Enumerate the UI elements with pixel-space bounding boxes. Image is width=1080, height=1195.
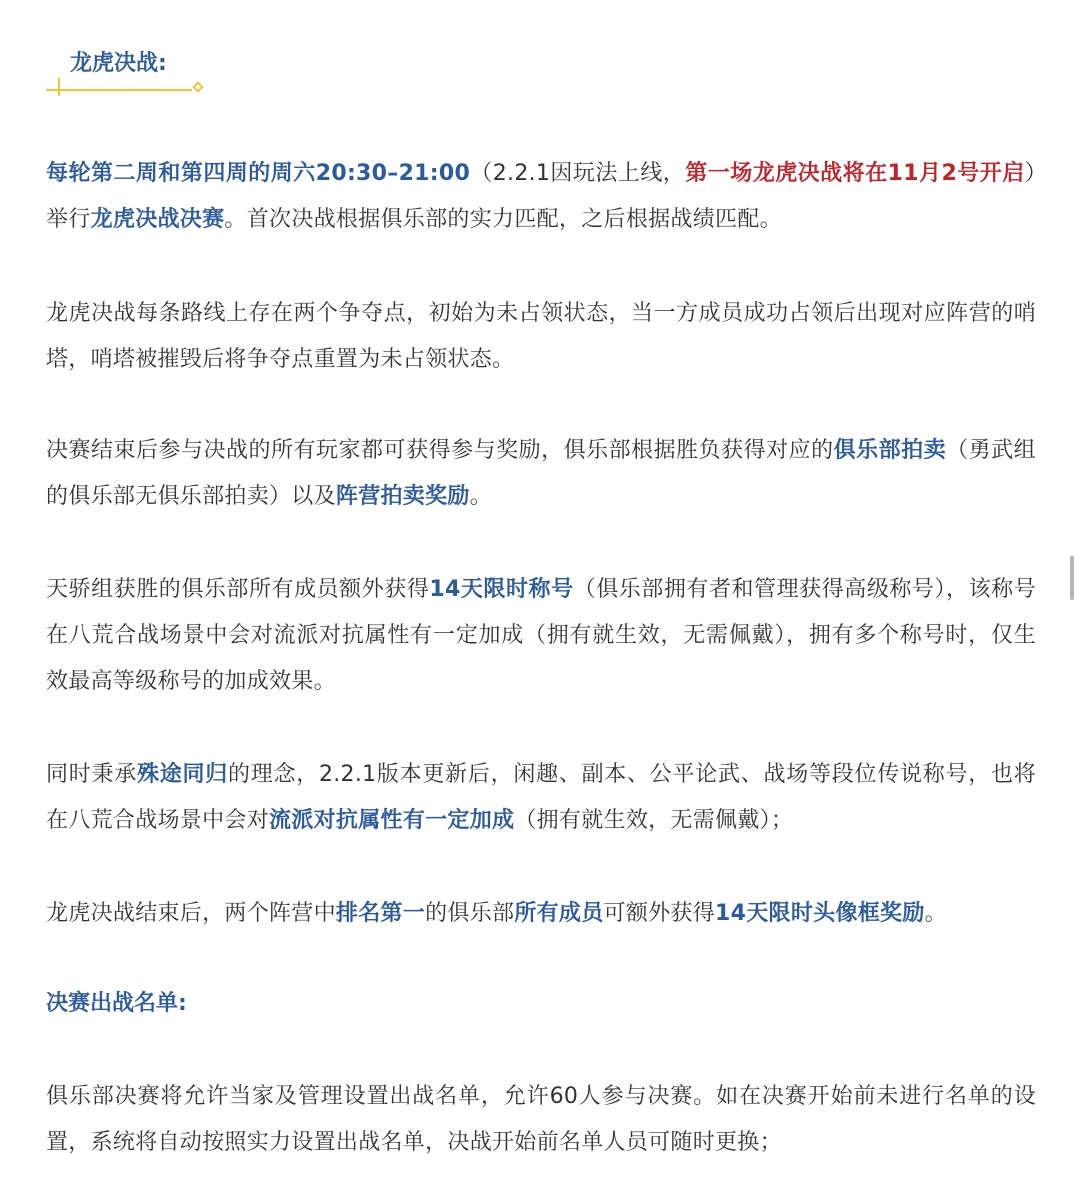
title-reward-label: 14天限时称号 — [429, 577, 574, 602]
schedule-text: ）举行 — [46, 161, 1036, 232]
finals-name: 龙虎决战决赛 — [90, 207, 225, 232]
subsection-heading: 决赛出战名单: — [46, 991, 187, 1016]
club-auction-label: 俱乐部拍卖 — [833, 438, 947, 463]
rank-first-label: 排名第一 — [335, 901, 426, 926]
legend-text-mid: 的理念，2.2.1版本更新后，闲趣、副本、公平论武、战场等段位传说称号，也将在八荒合战场景中会对 — [46, 762, 1036, 833]
paragraph-schedule — [46, 151, 1036, 243]
title-reward-detail: （俱乐部拥有者和管理获得高级称号），该称号在八荒合战场景中会对流派对抗属性有一定加成（拥有就生效，无需佩戴），拥有多个称号时，仅生效最高等级称号的加成效果。 — [46, 577, 1036, 694]
matching-text: 。首次决战根据俱乐部的实力匹配，之后根据战绩匹配。 — [224, 207, 782, 232]
diamond-icon — [192, 81, 203, 92]
paragraph-legend-titles — [46, 752, 1036, 844]
scrollbar-thumb[interactable] — [1070, 556, 1074, 600]
section-heading-block — [46, 48, 216, 100]
title-reward-text: 天骄组获胜的俱乐部所有成员额外获得 — [46, 577, 430, 602]
paragraph-rewards — [46, 428, 1036, 520]
paragraph-frame-reward — [46, 891, 1036, 937]
frame-reward-label: 14天限时头像框奖励 — [715, 901, 925, 926]
rewards-note: （勇武组的俱乐部无俱乐部拍卖）以及 — [46, 438, 1036, 509]
bonus-label: 流派对抗属性有一定加成 — [269, 808, 515, 833]
rewards-end: 。 — [469, 484, 493, 509]
legend-text-start: 同时秉承 — [46, 762, 137, 787]
camp-auction-label: 阵营拍卖奖励 — [335, 484, 470, 509]
legend-text-end: （拥有就生效，无需佩戴）； — [514, 808, 794, 833]
paragraph-capture-points: 龙虎决战每条路线上存在两个争夺点，初始为未占领状态，当一方成员成功占领后出现对应阵营的哨塔，哨塔被摧毁后将争夺点重置为未占领状态。 — [46, 301, 1036, 372]
frame-text-club: 的俱乐部 — [425, 901, 515, 926]
frame-text-end: 。 — [924, 901, 947, 926]
paragraph-roster: 俱乐部决赛将允许当家及管理设置出战名单，允许60人参与决赛。如在决赛开始前未进行名单的设置，系统将自动按照实力设置出战名单，决战开始前名单人员可随时更换； — [46, 1084, 1036, 1155]
frame-text-start: 龙虎决战结束后，两个阵营中 — [46, 901, 336, 926]
heading-ornament-tick — [58, 78, 60, 96]
schedule-note: （2.2.1因玩法上线， — [470, 161, 686, 186]
philosophy-label: 殊途同归 — [136, 762, 228, 787]
rewards-text: 决赛结束后参与决战的所有玩家都可获得参与奖励，俱乐部根据胜负获得对应的 — [46, 438, 834, 463]
paragraph-title-reward — [46, 567, 1036, 705]
heading-underline — [46, 89, 192, 91]
section-heading: 龙虎决战: — [70, 51, 167, 76]
schedule-time: 每轮第二周和第四周的周六20:30–21:00 — [46, 161, 471, 186]
all-members-label: 所有成员 — [514, 901, 604, 926]
frame-text-extra: 可额外获得 — [603, 901, 716, 926]
first-battle-date: 第一场龙虎决战将在11月2号开启 — [685, 161, 1025, 186]
